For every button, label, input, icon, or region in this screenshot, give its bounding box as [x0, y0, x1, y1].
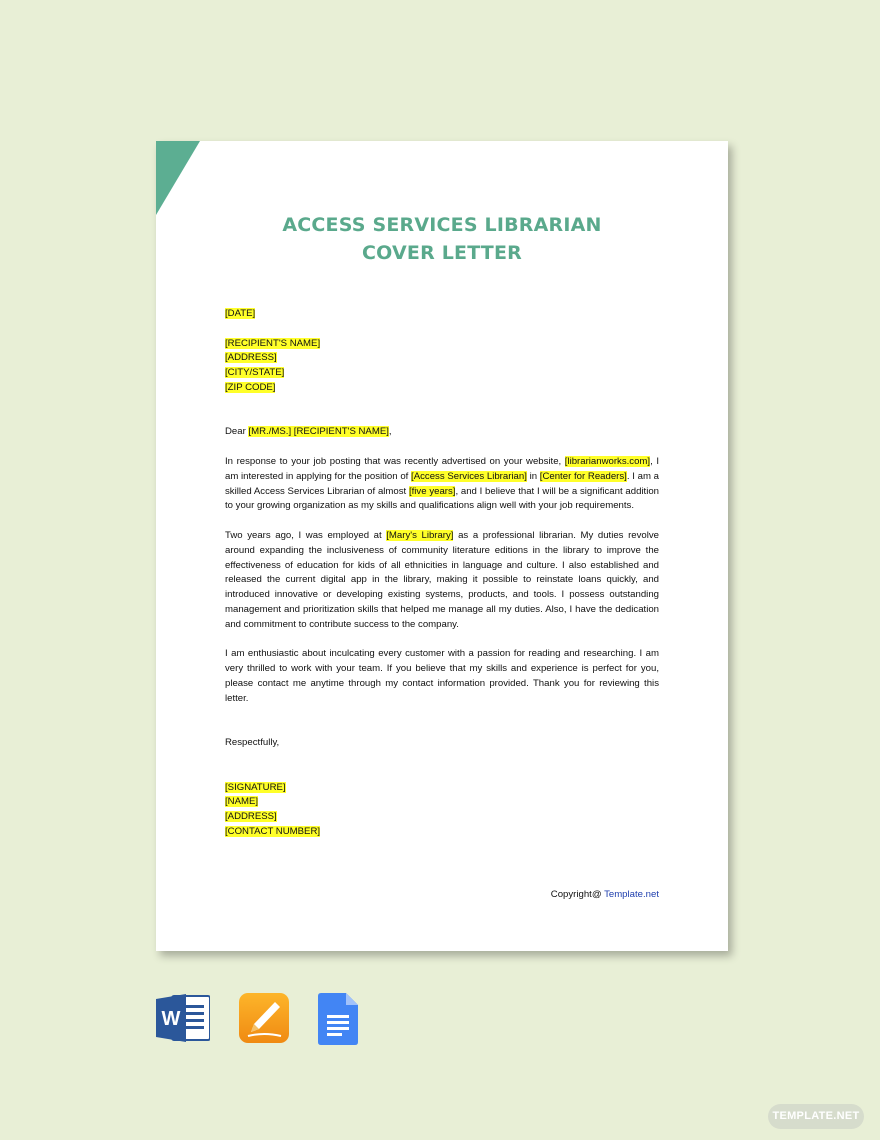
recipient-zip: [ZIP CODE] [225, 381, 276, 393]
position-placeholder: [Access Services Librarian] [411, 470, 527, 482]
recipient-name: [RECIPIENT'S NAME] [225, 337, 321, 349]
title-line-1: ACCESS SERVICES LIBRARIAN [282, 214, 602, 236]
salutation-placeholder: [MR./MS.] [RECIPIENT'S NAME] [248, 426, 389, 438]
word-icon[interactable] [156, 993, 210, 1048]
recipient-address: [ADDRESS] [225, 352, 277, 364]
pages-icon[interactable] [239, 993, 289, 1048]
svg-text:W: W [161, 1008, 181, 1030]
copyright-link[interactable]: Template.net [604, 889, 659, 900]
contact-number-placeholder: [CONTACT NUMBER] [225, 825, 321, 837]
corner-accent [156, 141, 200, 215]
website-placeholder: [librarianworks.com] [564, 455, 651, 467]
template-net-badge: TEMPLATE.NET [768, 1104, 864, 1129]
name-placeholder: [NAME] [225, 796, 259, 808]
paragraph-2: Two years ago, I was employed at [Mary's Library] as a professional librarian. My duties revolve around expanding the inclusiveness of community literature editions in the library to improve the effectiveness of education for kids of all ethnicities in language and culture. I also established and released the current digital app in the library, making it possible to reinstate loans quickly, and introduced innovative or developing existing systems, products, and tools. I possess outstanding management and prioritization skills that helped me manage all my duties. Also, I have the dedication and commitment to contribute success to the company. [225, 529, 659, 630]
google-docs-icon[interactable] [318, 993, 358, 1050]
closing: Respectfully, [225, 737, 280, 749]
title-line-2: COVER LETTER [362, 242, 522, 264]
company-placeholder: [Center for Readers] [539, 470, 627, 482]
date-line [225, 307, 659, 322]
address-placeholder: [ADDRESS] [225, 811, 277, 823]
experience-placeholder: [five years] [408, 485, 456, 497]
paragraph-3: I am enthusiastic about inculcating every customer with a passion for reading and researching. I am very thrilled to work with your team. If you believe that my skills and experience is perfect for you, please contact me anytime through my contact information provided. Thank you for reviewing this letter. [225, 648, 659, 704]
letter-body [225, 307, 659, 840]
copyright: Copyright@ Template.net [550, 889, 659, 900]
employer-placeholder: [Mary's Library] [386, 529, 454, 541]
signature-block [225, 781, 659, 840]
recipient-block [225, 337, 659, 396]
letter-page [156, 141, 728, 951]
signature-placeholder: [SIGNATURE] [225, 781, 286, 793]
salutation: Dear [MR./MS.] [RECIPIENT'S NAME], [225, 426, 392, 438]
paragraph-1: In response to your job posting that was recently advertised on your website, [librarianworks.com], I am interested in applying for the position of [Access Services Librarian] in [Center for Readers]. I am a skilled Access Services Librarian of almost [five years], and I believe that I will be a significant addition to your growing organization as my skills and qualifications align well with your job requirements. [225, 455, 660, 512]
page-title [156, 211, 728, 267]
date-placeholder: [DATE] [225, 308, 256, 319]
app-icons [156, 993, 366, 1045]
recipient-city-state: [CITY/STATE] [225, 367, 285, 379]
